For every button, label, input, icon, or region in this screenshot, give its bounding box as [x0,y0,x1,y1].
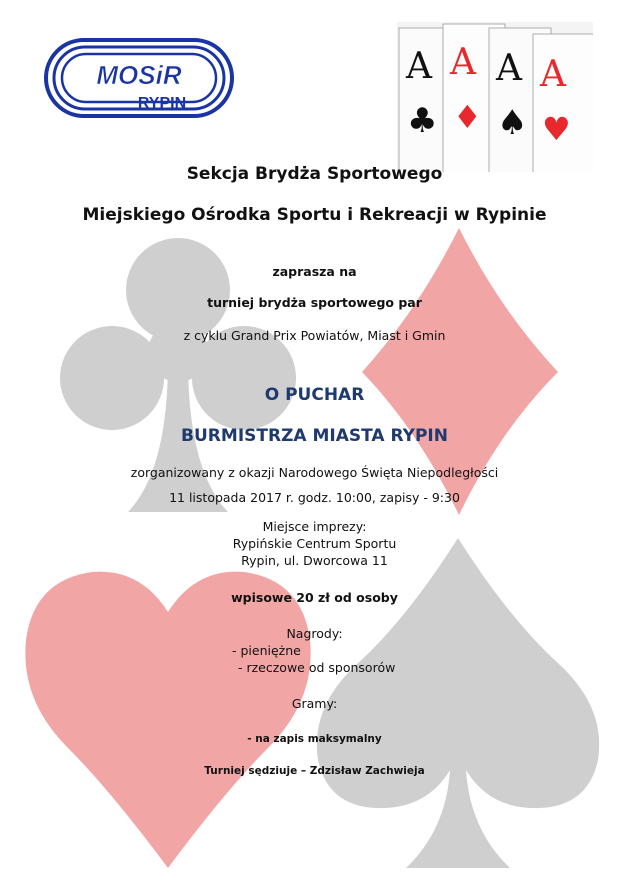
prize-item: - pieniężne [232,643,301,658]
svg-text:♣: ♣ [407,101,438,141]
invite-text: zaprasza na [272,264,357,279]
occasion-text: zorganizowany z okazji Narodowego Święta Niepodległości [130,465,499,480]
prizes-label: Nagrody: [286,626,343,641]
svg-text:A: A [540,54,566,95]
organization-title: Miejskiego Ośrodka Sportu i Rekreacji w Rypinie [82,205,547,225]
logo-top-text: MOSiR [96,60,182,90]
venue-label: Miejsce imprezy: [262,519,367,534]
venue-name: Rypińskie Centrum Sportu [232,536,397,551]
entry-fee: wpisowe 20 zł od osoby [231,590,398,605]
svg-text:A: A [496,48,522,89]
tournament-type: turniej brydża sportowego par [207,295,422,310]
ace-card [533,34,593,172]
series-text: z cyklu Grand Prix Powiatów, Miast i Gmin [183,328,446,343]
play-label: Gramy: [291,696,338,711]
trophy-title: O PUCHAR [264,385,365,405]
svg-text:A: A [450,42,476,83]
svg-text:A: A [406,46,432,87]
prize-item: - rzeczowe od sponsorów [238,660,396,675]
heart-icon [25,572,310,868]
trophy-subtitle: BURMISTRZA MIASTA RYPIN [181,426,448,446]
section-title: Sekcja Brydża Sportowego [186,164,443,184]
tournament-judge: Turniej sędziuje – Zdzisław Zachwieja [204,765,425,777]
aces-cards-image [397,22,593,172]
logo-bottom-text: RYPIN [137,95,187,112]
svg-text:♦: ♦ [453,98,482,136]
mosir-rypin-logo [44,38,234,118]
venue-address: Rypin, ul. Dworcowa 11 [241,553,388,568]
date-time-text: 11 listopada 2017 r. godz. 10:00, zapisy - 9:30 [169,490,460,505]
svg-text:♠: ♠ [497,103,528,143]
play-format: - na zapis maksymalny [247,733,382,745]
svg-text:♥: ♥ [542,110,571,148]
